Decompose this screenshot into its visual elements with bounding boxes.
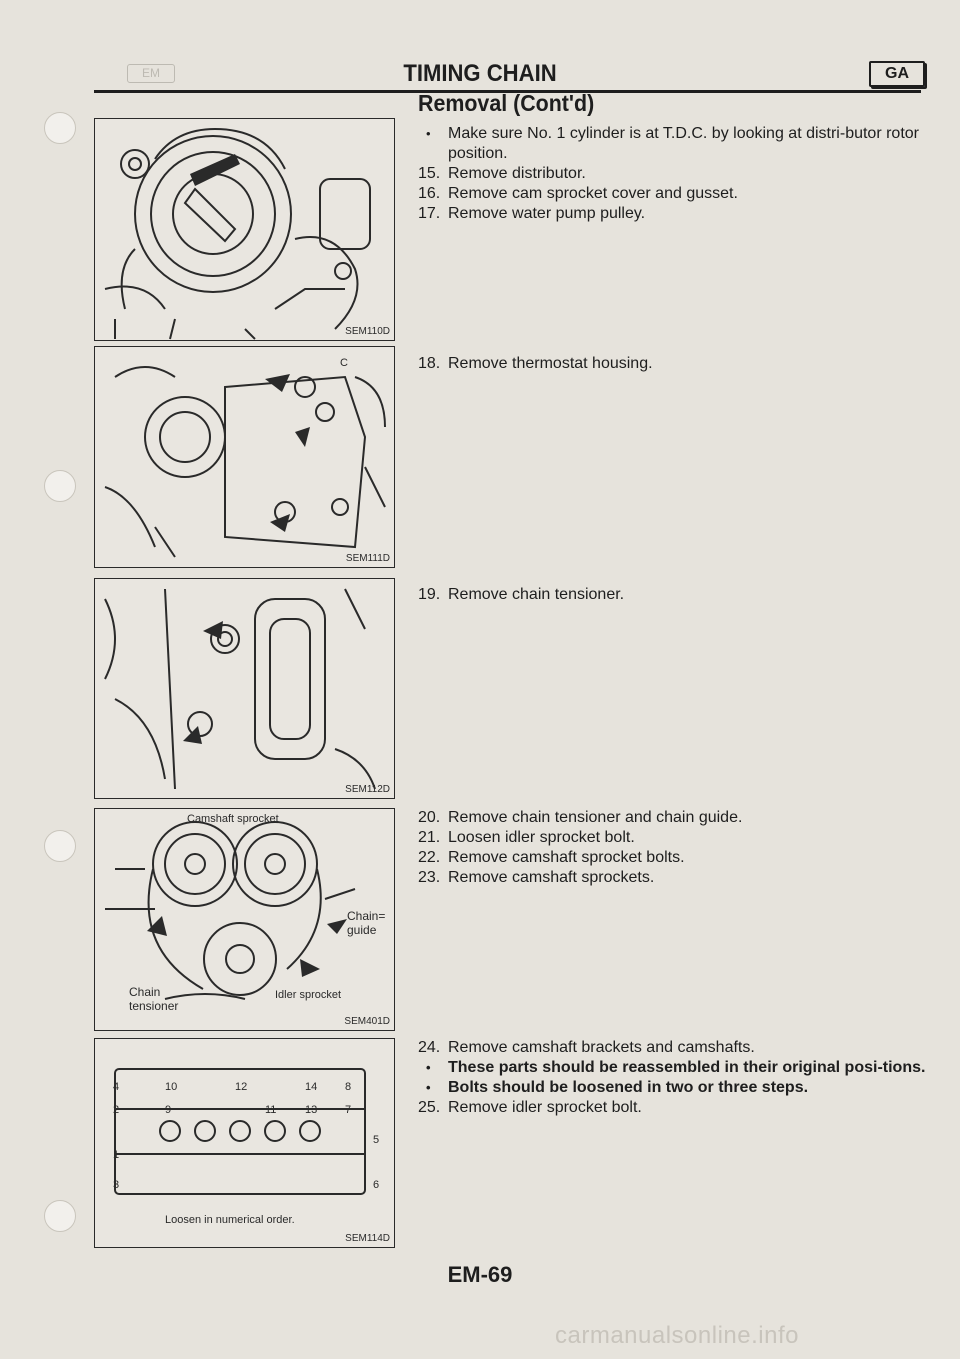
figure-label: Chain xyxy=(129,985,161,999)
thermostat-illustration xyxy=(95,347,395,568)
bolt-number: 8 xyxy=(345,1081,352,1093)
figure-camshaft-brackets xyxy=(94,1038,395,1248)
bolt-number: 4 xyxy=(113,1081,120,1093)
bolt-number: 2 xyxy=(113,1104,120,1116)
binder-hole xyxy=(44,112,76,144)
step-item: 22. Remove camshaft sprocket bolts. xyxy=(418,849,685,866)
step-item: • Make sure No. 1 cylinder is at T.D.C. by looking at distri-butor rotor position. xyxy=(426,125,919,162)
figure-code: SEM112D xyxy=(345,784,390,795)
bolt-number: 13 xyxy=(305,1104,318,1116)
steps-block-2 xyxy=(418,354,928,374)
engine-badge: GA xyxy=(869,61,925,87)
figure-label: tensioner xyxy=(129,999,179,1013)
binder-hole xyxy=(44,830,76,862)
tensioner-illustration xyxy=(95,579,395,799)
bolt-number: 7 xyxy=(345,1104,352,1116)
steps-block-3 xyxy=(418,585,928,605)
binder-hole xyxy=(44,470,76,502)
section-tag: EM xyxy=(127,64,175,83)
figure-thermostat-housing xyxy=(94,346,395,568)
figure-chain-tensioner xyxy=(94,578,395,799)
step-item: 15. Remove distributor. xyxy=(418,165,586,182)
figure-caption: Loosen in numerical order. xyxy=(165,1214,295,1226)
step-item: 21. Loosen idler sprocket bolt. xyxy=(418,829,635,846)
figure-code: SEM114D xyxy=(345,1233,390,1244)
figure-camshaft-sprocket xyxy=(94,808,395,1031)
bolt-number: 5 xyxy=(373,1134,380,1146)
watermark: carmanualsonline.info xyxy=(555,1322,799,1349)
distributor-illustration xyxy=(95,119,395,341)
figure-label: guide xyxy=(347,923,377,937)
step-item: 18. Remove thermostat housing. xyxy=(418,355,653,372)
figure-label: C xyxy=(340,357,348,369)
step-item: 17. Remove water pump pulley. xyxy=(418,205,646,222)
figure-code: SEM111D xyxy=(345,553,390,564)
bolt-number: 9 xyxy=(165,1104,172,1116)
steps-block-5 xyxy=(418,1038,928,1118)
figure-label: Camshaft sprocket xyxy=(187,813,279,825)
bolt-number: 10 xyxy=(165,1081,178,1093)
steps-block-1 xyxy=(418,124,928,224)
bolt-number: 6 xyxy=(373,1179,380,1191)
steps-block-4 xyxy=(418,808,928,888)
step-item: 23. Remove camshaft sprockets. xyxy=(418,869,655,886)
bolt-number: 12 xyxy=(235,1081,248,1093)
step-item: 16. Remove cam sprocket cover and gusset. xyxy=(418,185,738,202)
figure-label: Chain= xyxy=(347,909,386,923)
bolt-number: 14 xyxy=(305,1081,318,1093)
page-number: EM-69 xyxy=(447,1262,513,1287)
section-title: Removal (Cont'd) xyxy=(418,90,595,116)
page-title: TIMING CHAIN xyxy=(403,60,557,87)
caution-item: • Bolts should be loosened in two or three steps. xyxy=(426,1079,809,1096)
figure-label: Idler sprocket xyxy=(275,989,342,1001)
bolt-number: 11 xyxy=(265,1104,277,1116)
figure-code: SEM401D xyxy=(344,1016,390,1027)
caution-item: • These parts should be reassembled in their original posi-tions. xyxy=(426,1059,926,1076)
step-item: 25. Remove idler sprocket bolt. xyxy=(418,1099,642,1116)
bolt-number: 1 xyxy=(113,1149,120,1161)
step-item: 19. Remove chain tensioner. xyxy=(418,586,625,603)
step-item: 20. Remove chain tensioner and chain guide. xyxy=(418,809,743,826)
binder-hole xyxy=(44,1200,76,1232)
figure-distributor xyxy=(94,118,395,341)
step-item: 24. Remove camshaft brackets and camshafts. xyxy=(418,1039,755,1056)
bolt-number: 3 xyxy=(113,1179,120,1191)
figure-code: SEM110D xyxy=(345,326,390,337)
